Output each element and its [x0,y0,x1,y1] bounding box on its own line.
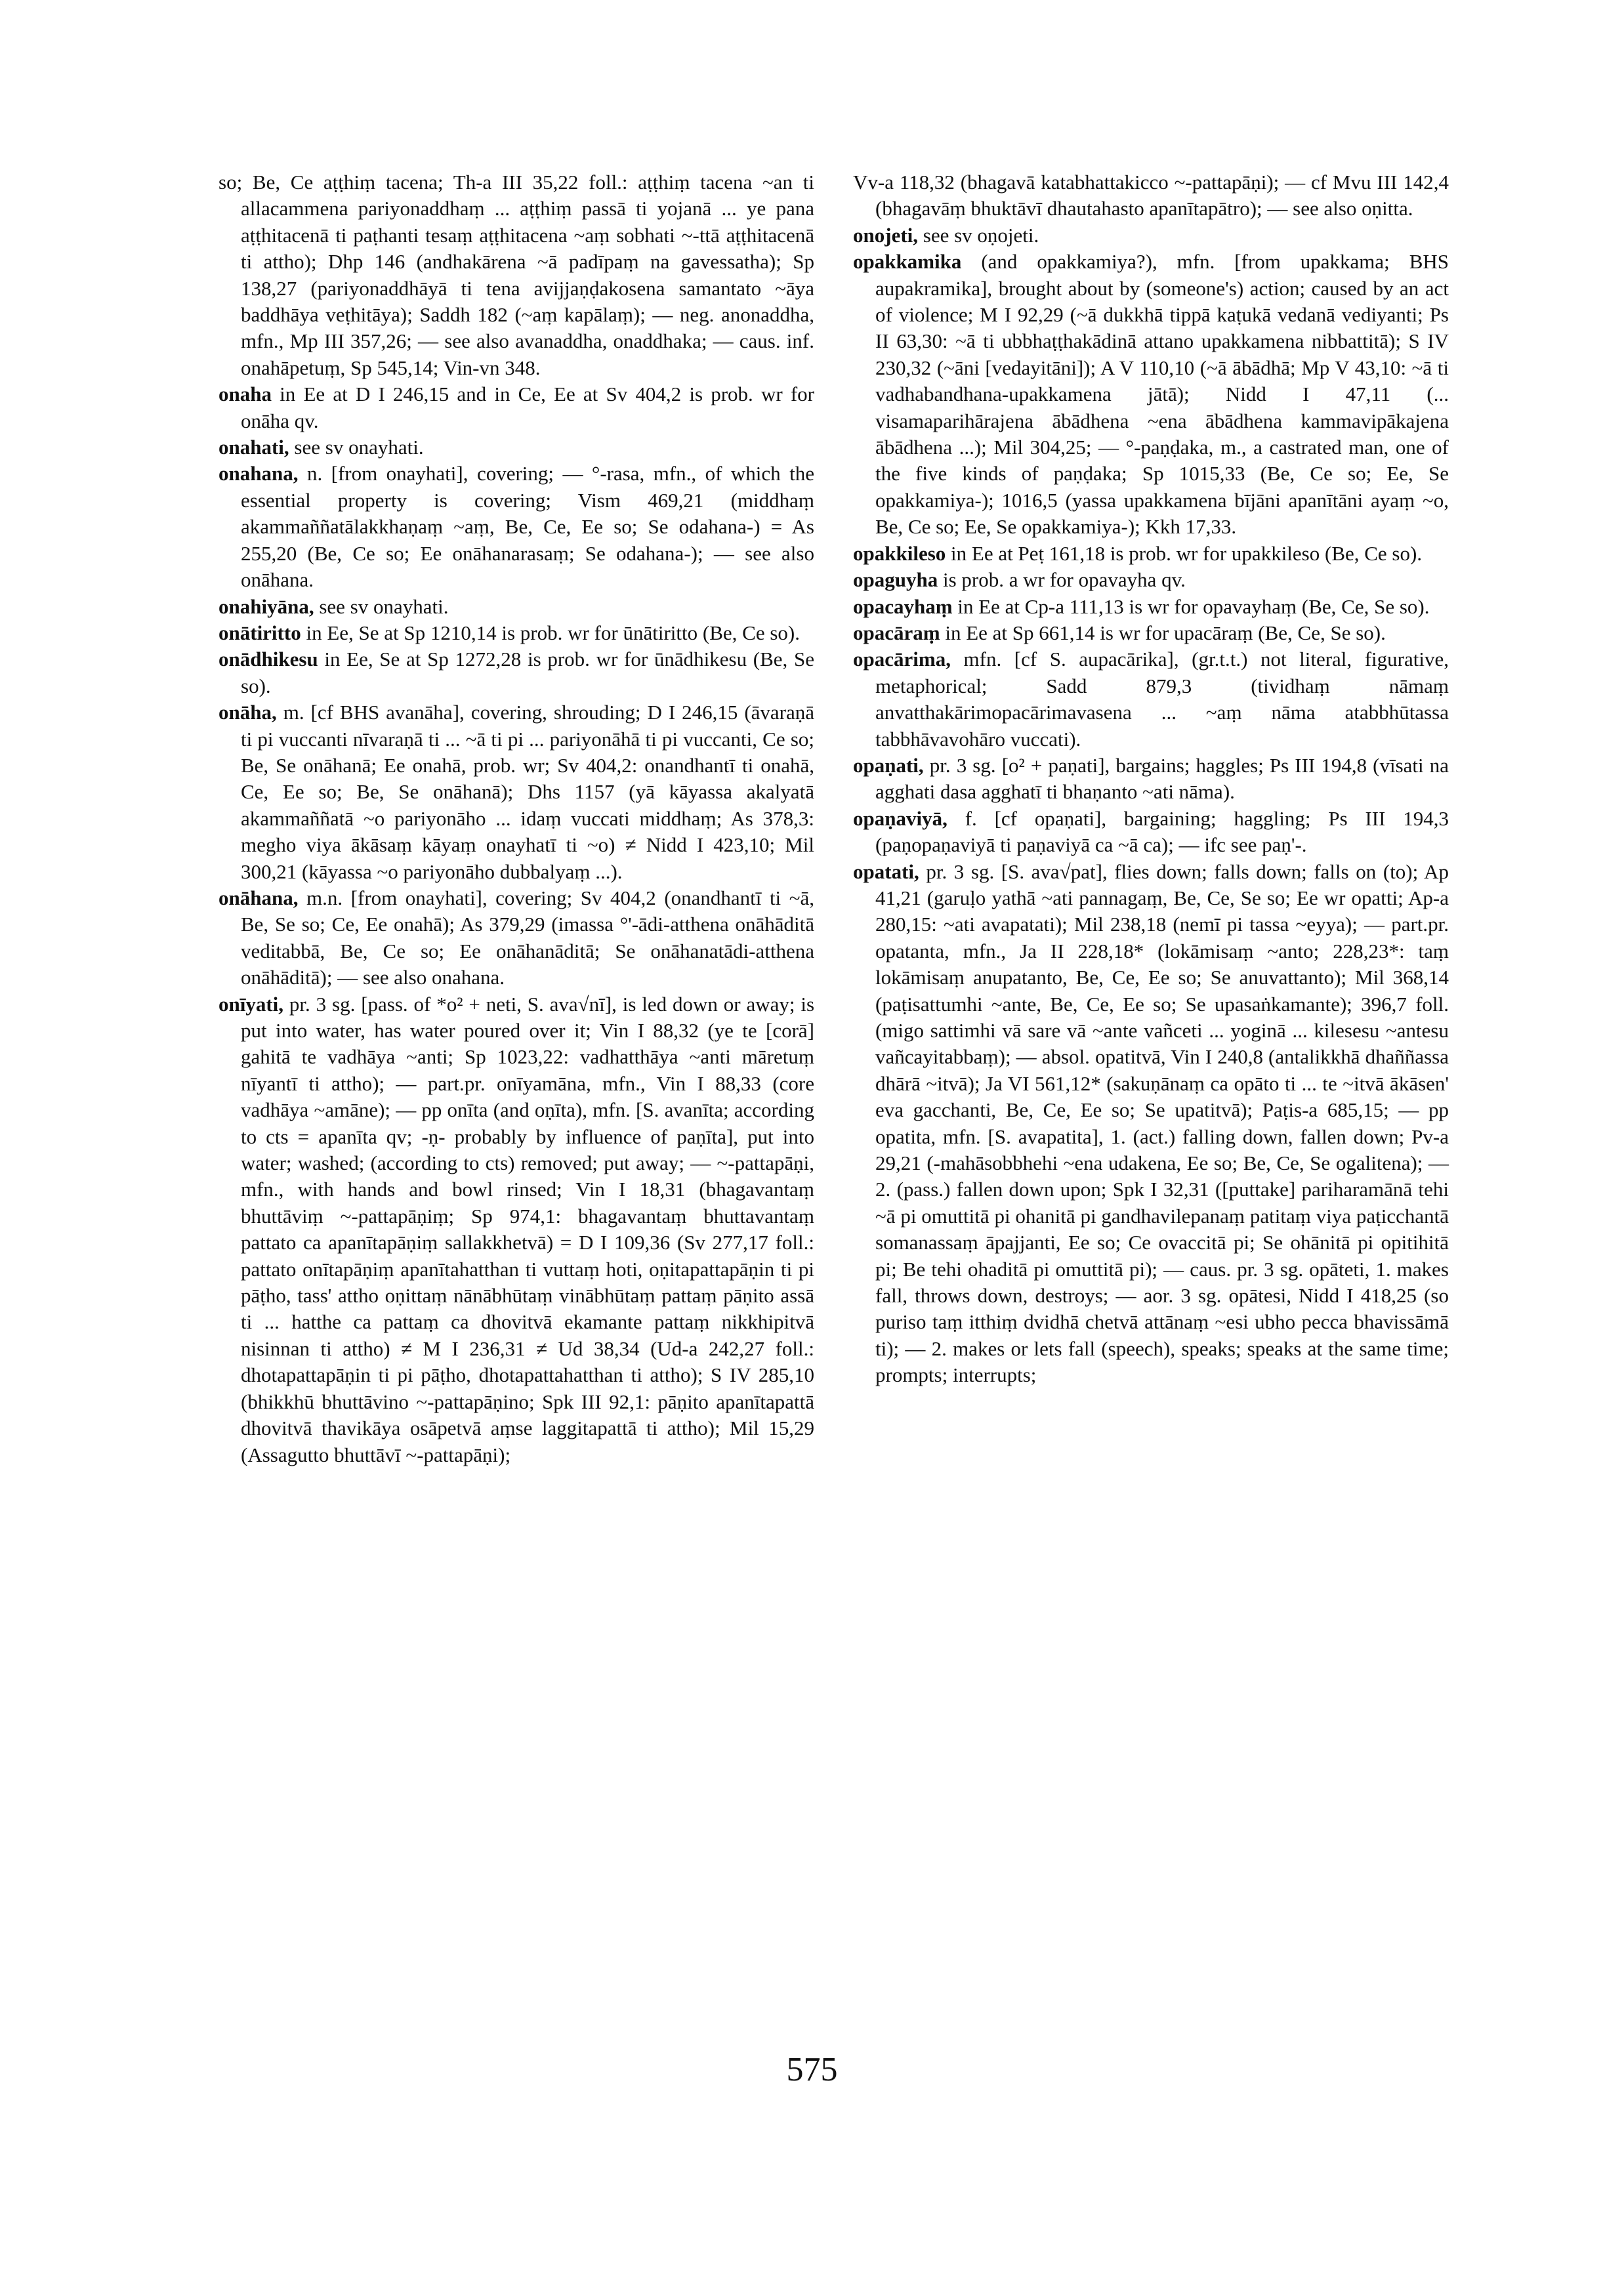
entry-text: n. [from onayhati], covering; — °-rasa, mfn., of which the essential property is covering; Vism 469,21 (middhaṃ akammaññatālakkhaṇaṃ ~aṃ, Be, Ce, Ee so; Se odahana-) = As 255,20 (Be, Ce so; Ee onāhanarasaṃ; Se odahana-); — see also onāhana. [241,462,814,592]
headword: opakkamika [853,250,962,274]
entry-text: so; Be, Ce aṭṭhiṃ tacena; Th-a III 35,22 foll.: aṭṭhiṃ tacena ~an ti allacammena pariyonaddhaṃ ... aṭṭhiṃ passā ti yojanā ... ye pana aṭṭhitacenā ti paṭhanti tesaṃ aṭṭhitacena ~aṃ sobhati ~-ttā aṭṭhitacenā ti attho); Dhp 146 (andhakārena ~ā padīpaṃ na gavessatha); Sp 138,27 (pariyonaddhāyā ti tena avijjaṇḍakosena samantato ~āya baddhāya veṭhitāya); Saddh 182 (~aṃ kapālaṃ); — neg. anonaddha, mfn., Mp III 357,26; — see also avanaddha, onaddhaka; — caus. inf. onahāpetuṃ, Sp 545,14; Vin-vn 348. [219,171,814,379]
dictionary-entry [853,567,1449,593]
entry-text: f. [cf opaṇati], bargaining; haggling; Ps III 194,3 (paṇopaṇaviyā ti paṇaviyā ca ~ā ca); — ifc see paṇ'-. [875,806,1449,857]
headword: opaṇati, [853,753,924,777]
entry-text: in Ee, Se at Sp 1272,28 is prob. wr for ūnādhikesu (Be, Se so). [241,648,814,697]
dictionary-entry [853,859,1449,1389]
entry-text: pr. 3 sg. [o² + paṇati], bargains; haggles; Ps III 194,8 (vīsati na agghati dasa agghatī ti bhaṇanto ~ati nāma). [875,753,1449,804]
dictionary-entry [853,222,1449,249]
headword: opaguyha [853,568,938,592]
dictionary-entry [853,753,1449,806]
headword: opacāraṃ [853,621,940,644]
entry-text: Vv-a 118,32 (bhagavā katabhattakicco ~-pattapāṇi); — cf Mvu III 142,4 (bhagavāṃ bhuktāvī dhautahasto apanītapātro); — see also oṇitta. [853,171,1449,220]
dictionary-entry [219,594,814,620]
dictionary-entry [219,381,814,434]
dictionary-entry [219,461,814,593]
dictionary-entry [853,646,1449,753]
dictionary-entry [219,885,814,991]
entry-text: (and opakkamiya?), mfn. [from upakkama; BHS aupakramika], brought about by (someone's) action; caused by an act of violence; M I 92,29 (~ā dukkhā tippā kaṭukā vedanā vediyanti; Ps II 63,30: ~ā ti ubbhaṭṭhakādinā attano upakkamena nibbattitā); S IV 230,32 (~āni [vedayitāni]); A V 110,10 (~ā ābādhā; Mp V 43,10: ~ā ti vadhabandhana-upakkamena jātā); Nidd I 47,11 (... visamaparihārajena ābādhena ~ena ābādhena kammavipākajena ābādhena ...); Mil 304,25; — °-paṇḍaka, m., a castrated man, one of the five kinds of paṇḍaka; Sp 1015,33 (Be, Ce so; Ee, Se opakkamiya-); 1016,5 (yassa upakkamena bījāni apanītāni ayaṃ ~o, Be, Ce so; Ee, Se opakkamiya-); Kkh 17,33. [875,250,1449,539]
headword: opaṇaviyā, [853,806,947,830]
dictionary-entry [219,620,814,646]
entry-text: in Ee at D I 246,15 and in Ce, Ee at Sv 404,2 is prob. wr for onāha qv. [241,382,814,432]
entry-text: pr. 3 sg. [S. ava√pat], flies down; falls down; falls on (to); Ap 41,21 (garuḷo yathā ~ati pannagaṃ, Be, Ce, Se so; Ee wr opatti; Ap-a 280,15: ~ati avapatati); Mil 238,18 (nemī pi tassa ~eyya); — part.pr. opatanta, mfn., Ja II 228,18* (lokāmisaṃ ~anto; 228,23*: taṃ lokāmisaṃ anupatanto, Be, Ce, Ee so; Se anuvattanto); Mil 368,14 (paṭisattumhi ~ante, Be, Ce, Ee so; Se upasaṅkamante); 396,7 foll. (migo sattimhi vā sare vā ~ante vañceti ... yoginā ... kilesesu ~antesu vañcayitabbaṃ); — absol. opatitvā, Vin I 240,8 (antalikkhā dhaññassa dhārā ~itvā); Ja VI 561,12* (sakuṇānaṃ ca opāto ti ... te ~itvā ākāsen' eva gacchanti, Be, Ce, Ee so; Se upatitvā); Paṭis-a 685,15; — pp opatita, mfn. [S. avapatita], 1. (act.) falling down, fallen down; Pv-a 29,21 (-mahāsobbhehi ~ena udakena, Ee so; Be, Ce, Se ogalitena); — 2. (pass.) fallen down upon; Spk I 32,31 ([puttake] pariharamānā tehi ~ā pi omuttitā pi ohanitā pi gandhavilepanaṃ patitaṃ viya paṭicchantā somanassaṃ āpajjanti, Ee so; Ce ovaccitā pi; Se ohānitā pi opitihitā pi; Be tehi ohaditā pi omuttitā pi); — caus. pr. 3 sg. opāteti, 1. makes fall, throws down, destroys; — aor. 3 sg. opātesi, Nidd I 418,25 (so puriso taṃ itthiṃ dvidhā chetvā attānaṃ ~esi ubho pecca bhavissāmā ti); — 2. makes or lets fall (speech), speaks; speaks at the same time; prompts; interrupts; [875,859,1449,1387]
headword: onahati, [219,436,289,459]
headword: onādhikesu [219,648,318,671]
headword: onaha [219,382,272,406]
headword: onahiyāna, [219,594,314,618]
dictionary-entry [853,620,1449,646]
dictionary-entry [853,806,1449,859]
headword: onīyati, [219,992,284,1016]
entry-text: see sv oṇojeti. [923,223,1039,247]
continuation-entry [219,169,814,381]
entry-text: pr. 3 sg. [pass. of *o² + neti, S. ava√nī], is led down or away; is put into water, has water poured over it; Vin I 88,32 (ye te [corā] gahitā te vadhāya ~anti; Sp 1023,22: vadhatthāya ~anti māretuṃ nīyantī ti attho); — part.pr. onīyamāna, mfn., Vin I 88,33 (core vadhāya ~amāne); — pp onīta (and oṇīta), mfn. [S. avanīta; according to cts = apanīta qv; -ṇ- probably by influence of paṇīta], put into water; washed; (according to cts) removed; put away; — ~-pattapāṇi, mfn., with hands and bowl rinsed; Vin I 18,31 (bhagavantaṃ bhuttāviṃ ~-pattapāṇiṃ; Sp 974,1: bhagavantaṃ bhuttavantaṃ pattato ca apanītapāṇiṃ sallakkhetvā) = D I 109,36 (Sv 277,17 foll.: pattato onītapāṇiṃ apanītahatthan ti vuttaṃ hoti, oṇitapattapāṇin ti pi pāṭho, tass' attho oṇittaṃ nānābhūtaṃ vinābhūtaṃ pattaṃ pāṇito assā ti ... hatthe ca pattaṃ ca dhovitvā ekamante pattaṃ nikkhipitvā nisinnan ti attho) ≠ M I 236,31 ≠ Ud 38,34 (Ud-a 242,27 foll.: dhotapattapāṇin ti pi pāṭho, dhotapattahatthan ti attho); S IV 285,10 (bhikkhū bhuttāvino ~-pattapāṇino; Spk III 92,1: pāṇito apanītapattā dhovitvā thavikāya osāpetvā aṃse laggitapattā ti attho); Mil 15,29 (Assagutto bhuttāvī ~-pattapāṇi); [241,992,815,1466]
headword: opatati, [853,859,919,883]
left-column [219,169,814,1468]
dictionary-entry [853,541,1449,567]
entry-text: m.n. [from onayhati], covering; Sv 404,2 (onandhantī ti ~ā, Be, Se so; Ce, Ee onahā); As 379,29 (imassa °'-ādi-atthena onāhāditā veditabbā, Be, Ce so; Ee onāhanāditā; Se onāhanatādi-atthena onāhāditā); — see also onahana. [241,886,814,989]
dictionary-entry [853,594,1449,620]
headword: onāha, [219,701,277,724]
entry-text: see sv onayhati. [319,594,449,618]
page-number: 575 [786,2051,838,2088]
entry-text: see sv onayhati. [294,436,424,459]
entry-text: in Ee at Cp-a 111,13 is wr for opavayhaṃ (Be, Ce, Se so). [957,594,1430,618]
headword: onāhana, [219,886,299,909]
dictionary-entry [853,249,1449,540]
headword: onojeti, [853,223,919,247]
continuation-entry [853,169,1449,222]
dictionary-entry [219,646,814,699]
dictionary-entry [219,434,814,461]
entry-text: mfn. [cf S. aupacārika], (gr.t.t.) not literal, figurative, metaphorical; Sadd 879,3 (tividhaṃ nāmaṃ anvatthakārimopacārimavasena ... ~aṃ nāma atabbhūtassa tabbhāvavohāro vuccati). [875,648,1449,751]
entry-text: m. [cf BHS avanāha], covering, shrouding; D I 246,15 (āvaraṇā ti pi vuccanti nīvaraṇā ti ... ~ā ti pi ... pariyonāhā ti pi vuccanti, Ce so; Be, Se onāhanā; Ee onahā, prob. wr; Sv 404,2: onandhantī ti onahā, Ce, Ee so; Be, Se onāhanā); Dhs 1157 (yā kāyassa akalyatā akammaññatā ~o pariyonāho ... idaṃ vuccati middhaṃ; As 378,3: megho viya ākāsaṃ kāyaṃ onayhatī ti ~o) ≠ Nidd I 423,10; Mil 300,21 (kāyassa ~o pariyonāho dubbalyaṃ ...). [241,701,814,883]
entry-text: is prob. a wr for opavayha qv. [942,568,1186,592]
dictionary-entry [219,991,814,1468]
entry-text: in Ee, Se at Sp 1210,14 is prob. wr for ūnātiritto (Be, Ce so). [306,621,800,644]
headword: opacayhaṃ [853,594,953,618]
headword: opacārima, [853,648,951,671]
headword: opakkileso [853,541,946,565]
headword: onātiritto [219,621,301,644]
dictionary-entry [219,699,814,885]
right-column [853,169,1449,1389]
entry-text: in Ee at Peṭ 161,18 is prob. wr for upakkileso (Be, Ce so). [951,541,1423,565]
entry-text: in Ee at Sp 661,14 is wr for upacāraṃ (Be, Ce, Se so). [945,621,1386,644]
headword: onahana, [219,462,299,486]
